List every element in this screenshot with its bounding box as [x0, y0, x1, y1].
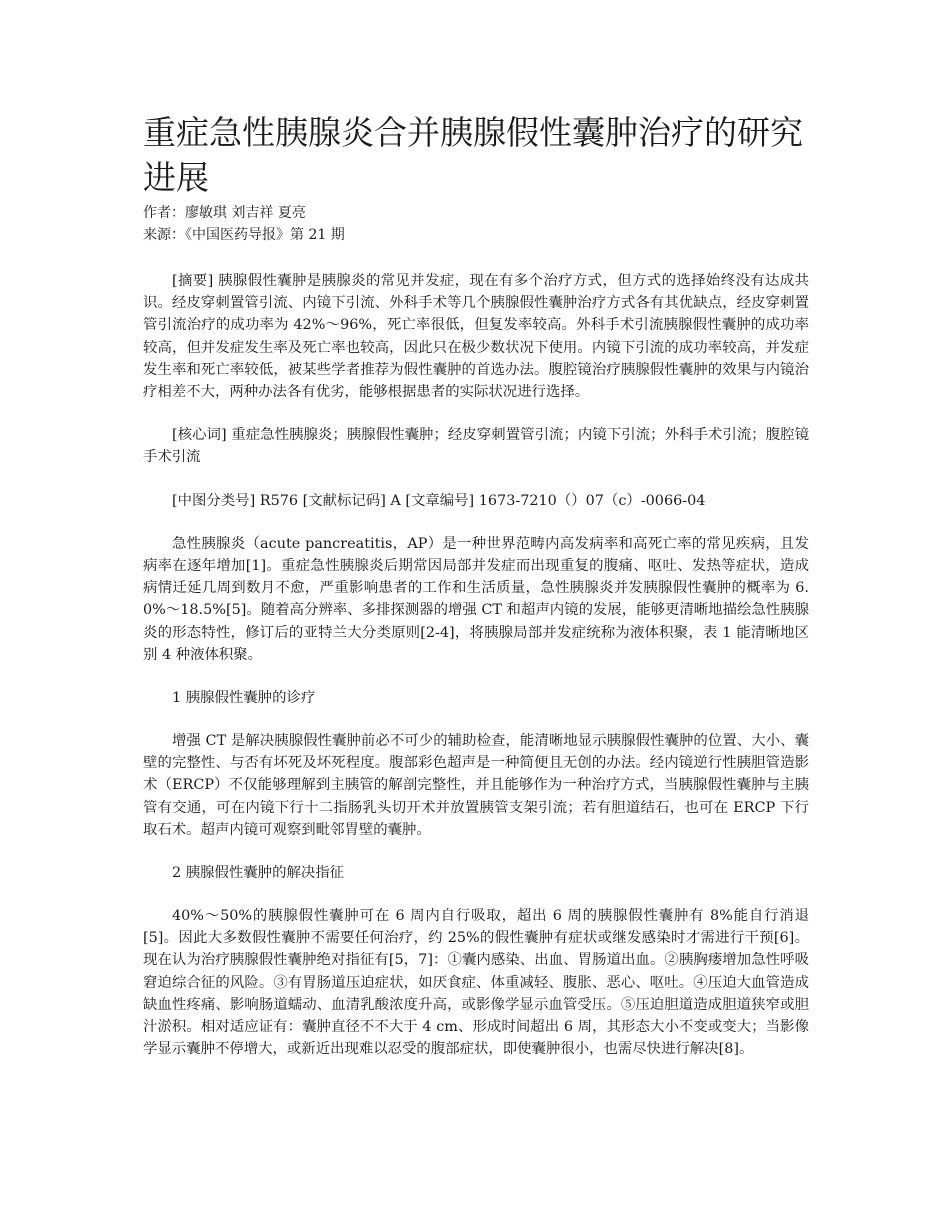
section-2-body: 40%～50%的胰腺假性囊肿可在 6 周内自行吸取，超出 6 周的胰腺假性囊肿有 8%能自行消退[5]。因此大多数假性囊肿不需要任何治疗，约 25%的假性囊肿有症状或继发感染时才需进行干预[6]。现在认为治疗胰腺假性囊肿绝对指征有[5，7]：①囊内感染、出血、胃肠道出血。②胰胸瘘增加急性呼吸窘迫综合征的风险。③有胃肠道压迫症状，如厌食症、体重减轻、腹胀、恶心、呕吐。④压迫大血管造成缺血性疼痛、影响肠道蠕动、血清乳酸浓度升高，或影像学显示血管受压。⑤压迫胆道造成胆道狭窄或胆汁淤积。相对适应证有：囊肿直径不不大于 4 cm、形成时间超出 6 周，其形态大小不变或变大；当影像学显示囊肿不停增大，或新近出现难以忍受的腹部症状，即使囊肿很小，也需尽快进行解决[8]。 [143, 908, 809, 1058]
intro-paragraph: 急性胰腺炎（acute pancreatitis，AP）是一种世界范畴内高发病率和高死亡率的常见疾病，且发病率在逐年增加[1]。重症急性胰腺炎后期常因局部并发症而出现重复的腹痛、呕吐、发热等症状，造成病情迁延几周到数月不愈，严重影响患者的工作和生活质量，急性胰腺炎并发胰腺假性囊肿的概率为 6.0%～18.5%[5]。随着高分辨率、多排探测器的增强 CT 和超声内镜的发展，能够更清晰地描绘急性胰腺炎的形态特性，修订后的亚特兰大分类原则[2-4]，将胰腺局部并发症统称为液体积聚，表 1 能清晰地区别 4 种液体积聚。 [143, 535, 809, 663]
section-1-heading: 1 胰腺假性囊肿的诊疗 [172, 690, 316, 707]
abstract-paragraph: [摘要] 胰腺假性囊肿是胰腺炎的常见并发症，现在有多个治疗方式，但方式的选择始终没有达成共识。经皮穿刺置管引流、内镜下引流、外科手术等几个胰腺假性囊肿治疗方式各有其优缺点，经皮穿刺置管引流治疗的成功率为 42%～96%，死亡率很低，但复发率较高。外科手术引流胰腺假性囊肿的成功率较高，但并发症发生率及死亡率也较高，因此只在极少数状况下使用。内镜下引流的成功率较高，并发症发生率和死亡率较低，被某些学者推荐为假性囊肿的首选办法。腹腔镜治疗胰腺假性囊肿的效果与内镜治疗相差不大，两种办法各有优劣，能够根据患者的实际状况进行选择。 [143, 273, 809, 401]
article-source: 来源：《中国医药导报》第 21 期 [143, 227, 345, 243]
keywords-paragraph: [核心词] 重症急性胰腺炎；胰腺假性囊肿；经皮穿刺置管引流；内镜下引流；外科手术引流；腹腔镜手术引流 [143, 427, 809, 466]
article-title: 重症急性胰腺炎合并胰腺假性囊肿治疗的研究进展 [143, 113, 803, 197]
article-meta [143, 202, 809, 246]
article-authors: 作者：廖敏琪 刘吉祥 夏亮 [143, 205, 306, 221]
section-2-heading: 2 胰腺假性囊肿的解决指征 [172, 865, 345, 882]
classification-paragraph: [中图分类号] R576 [文献标记码] A [文章编号] 1673-7210（）07（c）-0066-04 [172, 492, 706, 509]
section-1-body: 增强 CT 是解决胰腺假性囊肿前必不可少的辅助检查，能清晰地显示胰腺假性囊肿的位置、大小、囊壁的完整性、与否有坏死及坏死程度。腹部彩色超声是一种简便且无创的办法。经内镜逆行性胰胆管造影术（ERCP）不仅能够理解到主胰管的解剖完整性，并且能够作为一种治疗方式，当胰腺假性囊肿与主胰管有交通，可在内镜下行十二指肠乳头切开术并放置胰管支架引流；若有胆道结石，也可在 ERCP 下行取石术。超声内镜可观察到毗邻胃壁的囊肿。 [143, 733, 809, 838]
document-page [143, 110, 809, 1081]
